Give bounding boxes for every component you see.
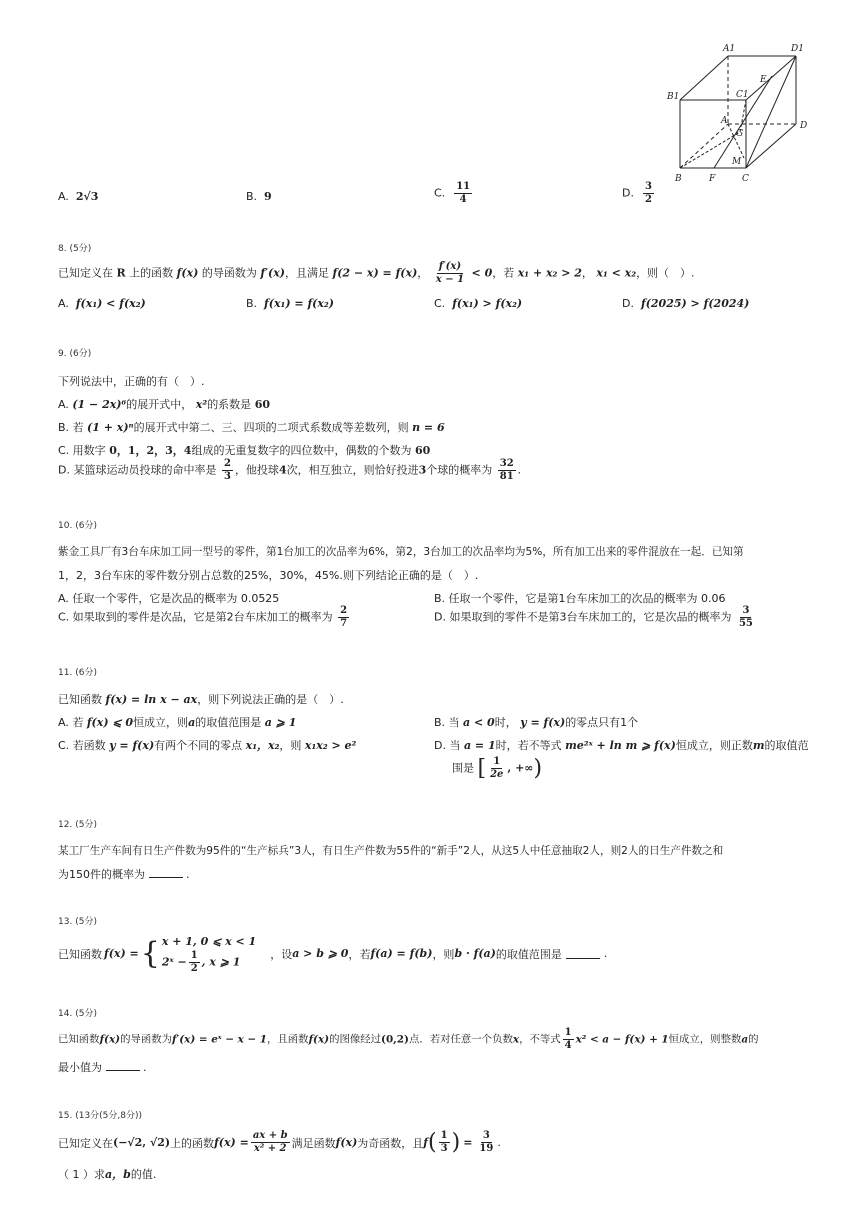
- q7-option-a[interactable]: A. 2√3: [58, 190, 99, 203]
- label-d: D: [800, 121, 808, 131]
- label-c1: C1: [736, 90, 749, 100]
- segment-g-c1: [740, 100, 746, 132]
- q14-stem-line2: 最小值为 .: [58, 1061, 147, 1074]
- q13-stem: 已知函数 f(x) = { x + 1, 0 ⩽ x < 1 2ˣ − $\frac{1}{2}$ , x ⩾ 1 ，设 a > b ⩾ 0 ，若 f(a) = f(b) ，则 b · f(a) 的取值范围是 .: [58, 935, 608, 974]
- q14-stem-line1: 已知函数f(x)的导函数为f′(x) = eˣ − x − 1，且函数f(x)的图像经过(0,2)点．若对任意一个负数x，不等式 $\frac{1}{4}$ x² < a − f(x) + 1恒成立，则整数a的: [58, 1027, 759, 1051]
- q7-option-c[interactable]: C. $\frac{11}{4}$: [434, 181, 471, 205]
- q8-option-d[interactable]: D. f(2025) > f(2024): [622, 297, 750, 310]
- q10-option-b[interactable]: B. 任取一个零件，它是第1台车床加工的次品的概率为 0.06: [434, 592, 726, 605]
- q8-stem: 已知定义在 R 上的函数 f(x) 的导函数为 f′(x)，且满足 f(2 − x) = f(x)， $\frac{f'(x)}{x - 1}$ < 0，若 x₁ + x₂ > 2， x₁ < x₂，则（ ）.: [58, 261, 695, 285]
- q9-option-a[interactable]: A. (1 − 2x)⁶的展开式中， x²的系数是 60: [58, 398, 270, 411]
- q9-stem: 下列说法中，正确的有（ ）.: [58, 375, 205, 388]
- label-f: F: [709, 174, 716, 184]
- answer-blank[interactable]: [566, 948, 600, 959]
- fraction: $\frac{1}{2e}$: [490, 756, 504, 780]
- q8-option-c[interactable]: C. f(x₁) > f(x₂): [434, 297, 523, 310]
- label-a: A: [721, 116, 728, 126]
- label-b: B: [675, 174, 682, 184]
- q11-option-a[interactable]: A. 若 f(x) ⩽ 0恒成立，则a的取值范围是 a ⩾ 1: [58, 716, 297, 729]
- label-a1: A1: [723, 44, 736, 54]
- label-d1: D1: [791, 44, 804, 54]
- edge-b-a: [680, 124, 728, 168]
- q11-option-d-range: 围是 [ $\frac{1}{2e}$ , +∞): [452, 756, 543, 781]
- q8-header: 8. (5分): [58, 244, 92, 254]
- q11-stem: 已知函数 f(x) = ln x − ax，则下列说法正确的是（ ）.: [58, 693, 344, 706]
- q10-option-d[interactable]: D. 如果取到的零件不是第3台车床加工的，它是次品的概率为 $\frac{3}{55}$: [434, 605, 753, 629]
- fraction: $\frac{f'(x)}{x - 1}$: [435, 261, 465, 285]
- label-m: M: [732, 157, 742, 167]
- q15-part1: （ 1 ）求a，b的值.: [58, 1168, 157, 1181]
- q11-option-b[interactable]: B. 当 a < 0时， y = f(x)的零点只有1个: [434, 716, 639, 729]
- segment-b-g: [680, 132, 740, 168]
- q8-option-a[interactable]: A. f(x₁) < f(x₂): [58, 297, 146, 310]
- q15-stem: 已知定义在 (−√2, √2) 上的函数 f(x) = $\frac{ax + b}{\text{x² + 2}}$ 满足函数 f(x) 为奇函数，且 f ( $\frac{1}{3}$ ) = $\frac{3}{19}$ .: [58, 1130, 501, 1155]
- fraction: $\frac{2}{3}$: [223, 458, 231, 482]
- q9-header: 9. (6分): [58, 349, 92, 359]
- fraction: $\frac{3}{55}$: [738, 605, 753, 629]
- q7-option-d[interactable]: D. $\frac{3}{2}$: [622, 181, 652, 205]
- q12-stem-line2: 为150件的概率为 .: [58, 868, 190, 881]
- q14-header: 14. (5分): [58, 1009, 97, 1019]
- q10-stem-line1: 紫金工具厂有3台车床加工同一型号的零件，第1台加工的次品率为6%，第2，3台加工的次品率均为5%，所有加工出来的零件混放在一起．已知第: [58, 546, 744, 558]
- q9-option-c[interactable]: C. 用数字 0，1，2，3，4组成的无重复数字的四位数中，偶数的个数为 60: [58, 444, 431, 457]
- edge-b1-a1: [680, 56, 728, 100]
- q13-header: 13. (5分): [58, 917, 97, 927]
- fraction: $\frac{2}{7}$: [340, 605, 348, 629]
- q10-stem-line2: 1，2，3台车床的零件数分别占总数的25%，30%，45%.则下列结论正确的是（ ）.: [58, 569, 479, 582]
- q10-option-a[interactable]: A. 任取一个零件，它是次品的概率为 0.0525: [58, 592, 280, 605]
- q11-option-d[interactable]: D. 当 a = 1时，若不等式 me²ˣ + ln m ⩾ f(x)恒成立，则正数m的取值范: [434, 739, 809, 752]
- fraction: $\frac{3}{19}$: [479, 1130, 494, 1154]
- q8-option-b[interactable]: B. f(x₁) = f(x₂): [246, 297, 334, 310]
- q11-header: 11. (6分): [58, 668, 97, 678]
- fraction: $\frac{3}{2}$: [644, 181, 652, 205]
- answer-blank[interactable]: [149, 867, 183, 878]
- fraction: $\frac{11}{4}$: [456, 181, 471, 205]
- fraction: $\frac{1}{4}$: [564, 1027, 572, 1051]
- q12-stem-line1: 某工厂生产车间有日生产件数为95件的“生产标兵”3人，有日生产件数为55件的“新手”2人，从这5人中任意抽取2人，则2人的日生产件数之和: [58, 845, 724, 857]
- fraction: $\frac{1}{2}$: [190, 949, 198, 974]
- edge-c-d: [746, 124, 796, 168]
- fraction: $\frac{32}{81}$: [499, 458, 514, 482]
- q10-header: 10. (6分): [58, 521, 97, 531]
- q11-option-c[interactable]: C. 若函数 y = f(x)有两个不同的零点 x₁，x₂，则 x₁x₂ > e²: [58, 739, 357, 752]
- q15-header: 15. (13分(5分,8分)): [58, 1111, 143, 1121]
- label-b1: B1: [667, 92, 680, 102]
- answer-blank[interactable]: [106, 1060, 140, 1071]
- fraction: $\frac{ax + b}{\text{x² + 2}}$: [252, 1130, 288, 1154]
- q9-option-d[interactable]: D. 某篮球运动员投球的命中率是 $\frac{2}{3}$ ，他投球4次，相互独立，则恰好投进3个球的概率为 $\frac{32}{81}$ .: [58, 458, 522, 482]
- q7-option-b[interactable]: B. 9: [246, 190, 272, 203]
- label-c: C: [742, 174, 749, 184]
- q12-header: 12. (5分): [58, 820, 97, 830]
- segment-c-d1: [746, 56, 796, 168]
- label-e: E: [760, 75, 767, 85]
- fraction: $\frac{1}{3}$: [440, 1130, 448, 1154]
- cube-figure: [660, 40, 810, 190]
- q10-option-c[interactable]: C. 如果取到的零件是次品，它是第2台车床加工的概率为 $\frac{2}{7}$: [58, 605, 348, 629]
- label-g: G: [736, 129, 744, 139]
- q9-option-b[interactable]: B. 若 (1 + x)ⁿ的展开式中第二、三、四项的二项式系数成等差数列，则 n = 6: [58, 421, 445, 434]
